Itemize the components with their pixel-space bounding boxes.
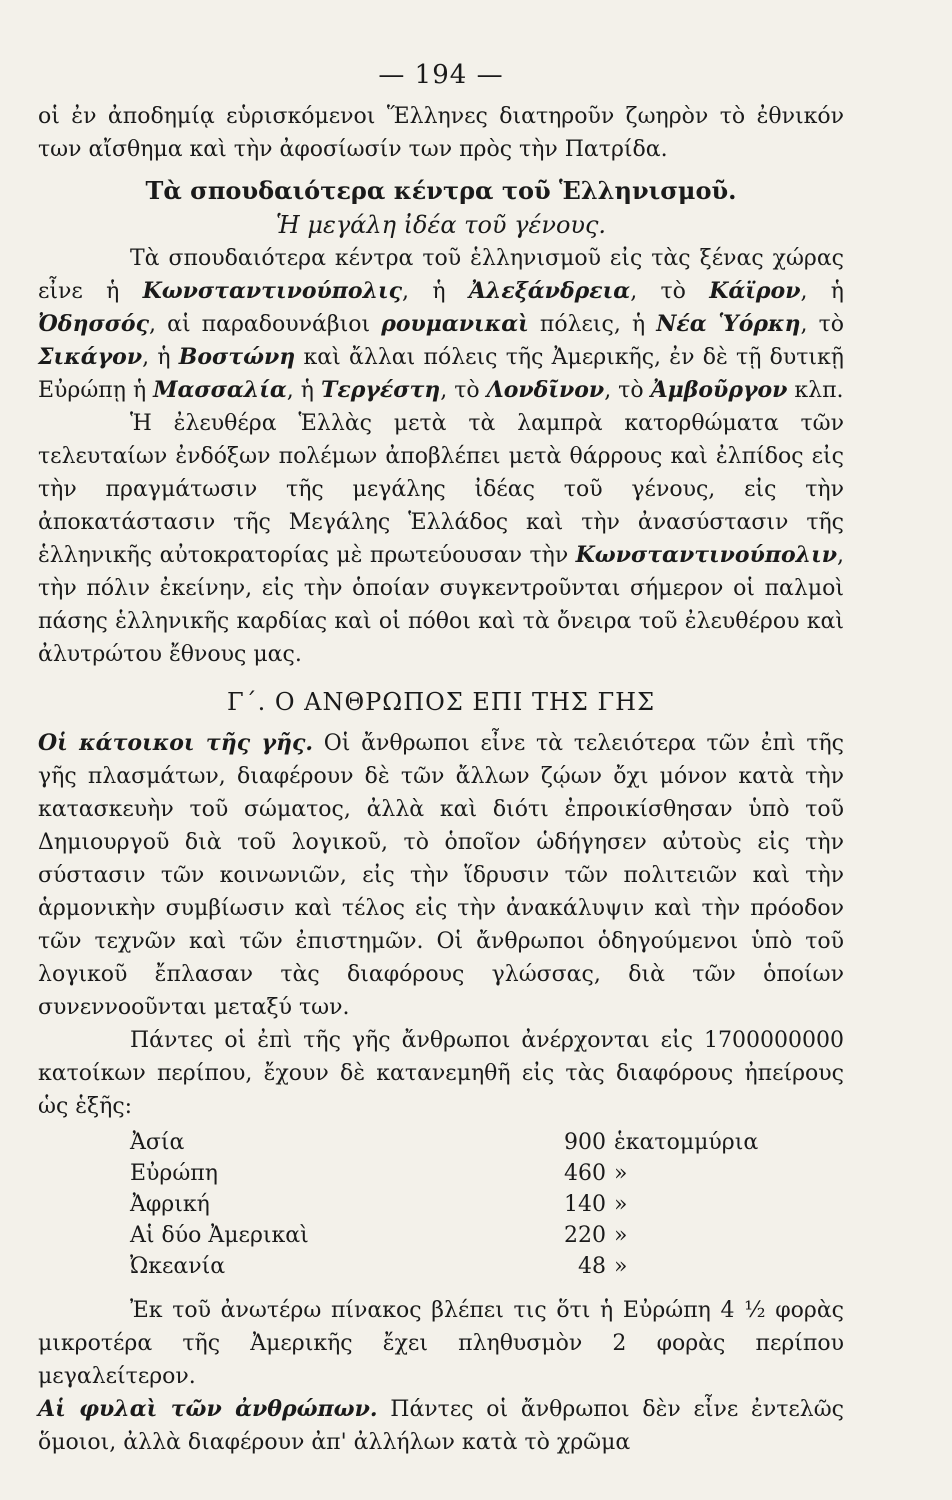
paragraph-population: Πάντες οἱ ἐπὶ τῆς γῆς ἄνθρωποι ἀνέρχονται εἰς 1700000000 κατοίκων περίπου, ἔχουν δὲ κατανεμηθῆ εἰς τὰς διαφόρους ἠπείρους ὡς ἑξῆς: xyxy=(38,1028,844,1119)
continent-name: Ὠκεανία xyxy=(130,1254,226,1279)
paragraph-free-greece: Ἡ ἐλευθέρα Ἑλλὰς μετὰ τὰ λαμπρὰ κατορθώματα τῶν τελευταίων ἐνδόξων πολέμων ἀποβλέπει μετὰ θάρρους καὶ ἐλπίδος εἰς τὴν πραγμάτωσιν τῆς μεγάλης ἰδέας τοῦ γένους, εἰς τὴν ἀποκατάστασιν τῆς Μεγάλης Ἑλλάδος καὶ τὴν ἀνασύστασιν τῆς ἑλληνικῆς αὐτοκρατορίας μὲ πρωτεύουσαν τὴν Κωνσταντινούπολιν, τὴν πόλιν ἐκείνην, εἰς τὴν ὁποίαν συγκεντροῦνται σήμερον οἱ παλμοὶ πάσης ἑλληνικῆς καρδίας καὶ οἱ πόθοι καὶ τὰ ὄνειρα τοῦ ἐλευθέρου καὶ ἀλυτρώτου ἔθνους μας. xyxy=(38,411,844,667)
paragraph-races: Αἱ φυλαὶ τῶν ἀνθρώπων. Πάντες οἱ ἄνθρωποι δὲν εἶνε ἐντελῶς ὅμοιοι, ἀλλὰ διαφέρουν ἀπ' ἀλλήλων κατὰ τὸ χρῶμα xyxy=(38,1396,844,1455)
continent-name: Ἀφρική xyxy=(130,1192,210,1217)
population-table xyxy=(130,1127,794,1282)
heading-great-idea: Ἡ μεγάλη ἰδέα τοῦ γένους. xyxy=(275,211,607,239)
population-unit: ἑκατομμύρια xyxy=(614,1130,759,1155)
runin-heading-inhabitants: Οἱ κάτοικοι τῆς γῆς. xyxy=(38,730,314,756)
heading-centers: Τὰ σπουδαιότερα κέντρα τοῦ Ἑλληνισμοῦ. xyxy=(145,176,737,205)
table-row xyxy=(130,1189,794,1220)
population-value: 140 xyxy=(564,1192,606,1217)
population-value: 900 xyxy=(564,1130,606,1155)
paragraph-comparison: Ἐκ τοῦ ἀνωτέρω πίνακος βλέπει τις ὅτι ἡ Εὐρώπη 4 ½ φορὰς μικροτέρα τῆς Ἀμερικῆς ἔχει πληθυσμὸν 2 φορὰς περίπου μεγαλείτερον. xyxy=(38,1298,844,1389)
book-page xyxy=(38,60,844,1459)
population-unit: » xyxy=(614,1254,628,1279)
population-value: 48 xyxy=(578,1254,606,1279)
population-unit: » xyxy=(614,1161,628,1186)
table-row xyxy=(130,1220,794,1251)
continent-name: Ἀσία xyxy=(130,1130,185,1155)
table-row xyxy=(130,1158,794,1189)
population-unit: » xyxy=(614,1223,628,1248)
table-row xyxy=(130,1251,794,1282)
continent-name: Εὐρώπη xyxy=(130,1161,218,1186)
paragraph-centers: Τὰ σπουδαιότερα κέντρα τοῦ ἑλληνισμοῦ εἰς τὰς ξένας χώρας εἶνε ἡ Κωνσταντινούπολις, ἡ Ἀλεξάνδρεια, τὸ Κάϊρον, ἡ Ὀδησσός, αἱ παραδουνάβιοι ρουμανικαὶ πόλεις, ἡ Νέα Ὑόρκη, τὸ Σικάγον, ἡ Βοστώνη καὶ ἄλλαι πόλεις τῆς Ἀμερικῆς, ἐν δὲ τῇ δυτικῇ Εὐρώπῃ ἡ Μασσαλία, ἡ Τεργέστη, τὸ Λονδῖνον, τὸ Ἀμβοῦργον κλπ. xyxy=(38,246,844,403)
section-title: Γ΄. Ο ΑΝΘΡΩΠΟΣ ΕΠΙ ΤΗΣ ΓΗΣ xyxy=(226,688,656,716)
continent-name: Αἱ δύο Ἀμερικαὶ xyxy=(130,1223,309,1248)
paragraph-diaspora: οἱ ἐν ἀποδημίᾳ εὑρισκόμενοι Ἕλληνες διατηροῦν ζωηρὸν τὸ ἐθνικόν των αἴσθημα καὶ τὴν ἀφοσίωσίν των πρὸς τὴν Πατρίδα. xyxy=(38,104,844,162)
population-unit: » xyxy=(614,1192,628,1217)
paragraph-inhabitants: Οἱ κάτοικοι τῆς γῆς. Οἱ ἄνθρωποι εἶνε τὰ τελειότερα τῶν ἐπὶ τῆς γῆς πλασμάτων, διαφέρουν δὲ τῶν ἄλλων ζῴων ὄχι μόνον κατὰ τὴν κατασκευὴν τοῦ σώματος, ἀλλὰ καὶ διότι ἐπροικίσθησαν ὑπὸ τοῦ Δημιουργοῦ διὰ τοῦ λογικοῦ, τὸ ὁποῖον ὡδήγησεν αὐτοὺς εἰς τὴν σύστασιν τῶν κοινωνιῶν, εἰς τὴν ἵδρυσιν τῶν πολιτειῶν καὶ τὴν ἁρμονικὴν συμβίωσιν καὶ τέλος εἰς τὴν ἀνακάλυψιν καὶ τὴν πρόοδον τῶν τεχνῶν καὶ τῶν ἐπιστημῶν. Οἱ ἄνθρωποι ὁδηγούμενοι ὑπὸ τοῦ λογικοῦ ἔπλασαν τὰς διαφόρους γλώσσας, διὰ τῶν ὁποίων συνεννοοῦνται μεταξύ των. xyxy=(38,730,844,1020)
page-number: — 194 — xyxy=(378,60,504,90)
population-value: 460 xyxy=(564,1161,606,1186)
runin-heading-races: Αἱ φυλαὶ τῶν ἀνθρώπων. xyxy=(38,1396,378,1422)
table-row xyxy=(130,1127,794,1158)
population-value: 220 xyxy=(564,1223,606,1248)
